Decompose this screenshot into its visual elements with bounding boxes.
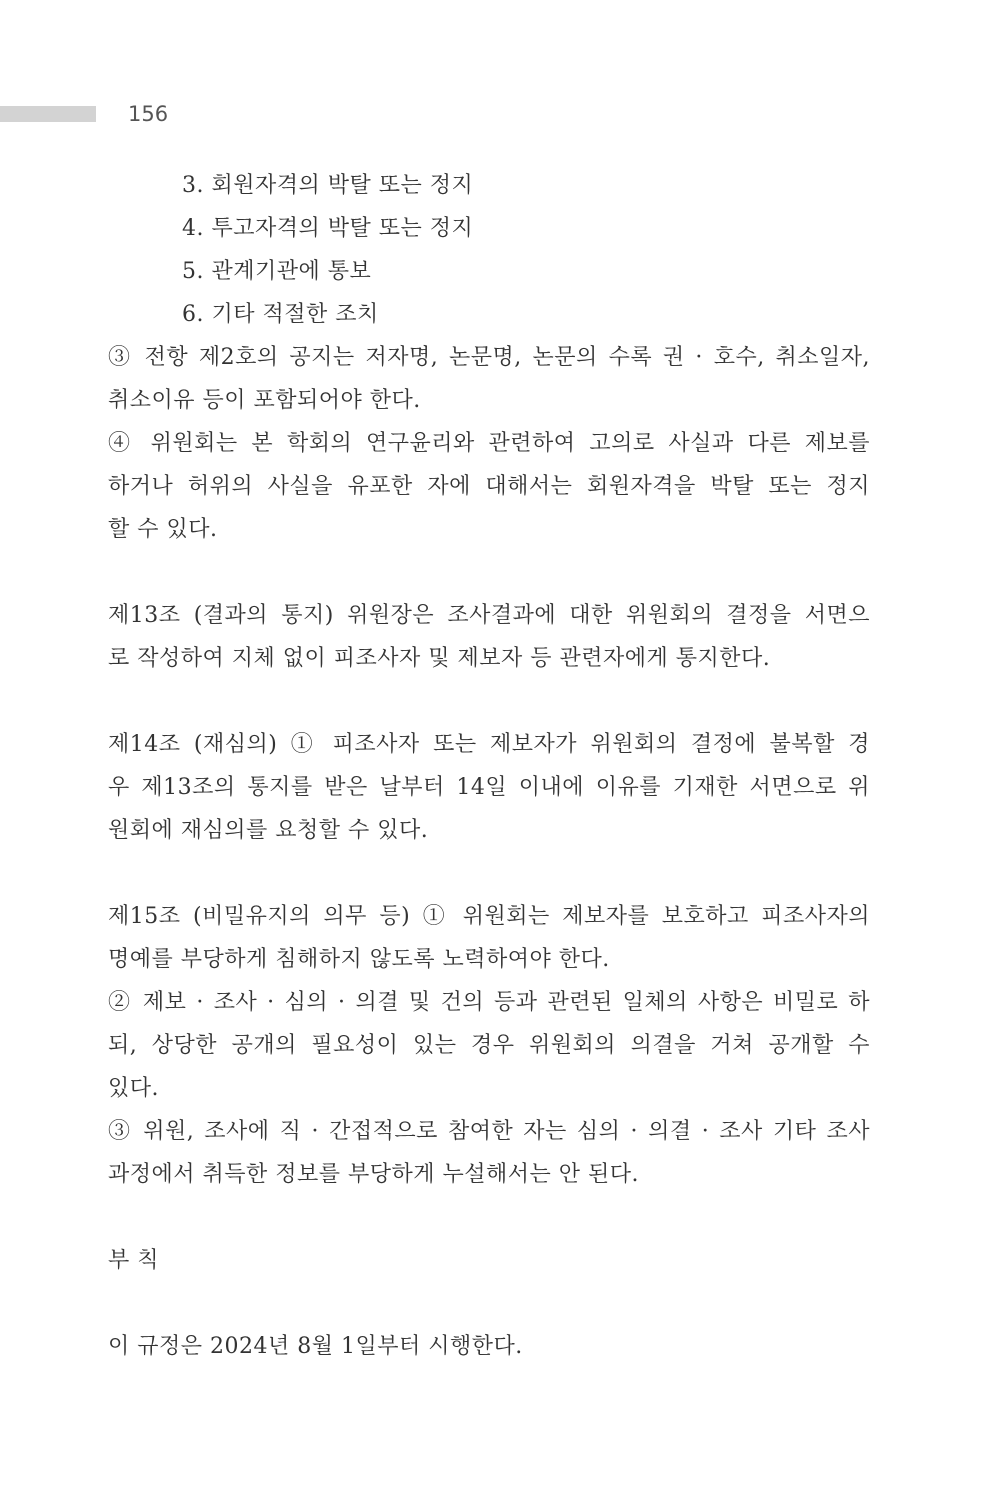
list-item: 5. 관계기관에 통보 (182, 259, 372, 284)
list-item: 4. 투고자격의 박탈 또는 정지 (182, 216, 474, 241)
supplementary-text: 이 규정은 2024년 8월 1일부터 시행한다. (108, 1334, 523, 1359)
page-number: 156 (128, 102, 169, 126)
article-15-line: 있다. (108, 1076, 159, 1101)
supplementary-heading: 부 칙 (108, 1248, 159, 1273)
article-15-line: 되, 상당한 공개의 필요성이 있는 경우 위원회의 의결을 거쳐 공개할 수 (108, 1033, 870, 1058)
article-14-line: 우 제13조의 통지를 받은 날부터 14일 이내에 이유를 기재한 서면으로 위 (108, 775, 870, 800)
article-15-line: 명예를 부당하게 침해하지 않도록 노력하여야 한다. (108, 947, 610, 972)
article-13-line: 로 작성하여 지체 없이 피조사자 및 제보자 등 관련자에게 통지한다. (108, 646, 771, 671)
paragraph-line: ③ 전항 제2호의 공지는 저자명, 논문명, 논문의 수록 권 · 호수, 취소일자, (108, 345, 870, 370)
article-14-line: 제14조 (재심의) ① 피조사자 또는 제보자가 위원회의 결정에 불복할 경 (108, 732, 870, 757)
list-item: 6. 기타 적절한 조치 (182, 302, 379, 327)
list-item: 3. 회원자격의 박탈 또는 정지 (182, 173, 474, 198)
article-15-line: 과정에서 취득한 정보를 부당하게 누설해서는 안 된다. (108, 1162, 639, 1187)
page-header-bar (0, 106, 96, 122)
paragraph-line: 하거나 허위의 사실을 유포한 자에 대해서는 회원자격을 박탈 또는 정지 (108, 474, 870, 499)
article-13-line: 제13조 (결과의 통지) 위원장은 조사결과에 대한 위원회의 결정을 서면으 (108, 603, 870, 628)
article-14-line: 원회에 재심의를 요청할 수 있다. (108, 818, 429, 843)
paragraph-line: 취소이유 등이 포함되어야 한다. (108, 388, 421, 413)
article-15-line: ③ 위원, 조사에 직 · 간접적으로 참여한 자는 심의 · 의결 · 조사 기타 조사 (108, 1119, 870, 1144)
article-15-line: ② 제보 · 조사 · 심의 · 의결 및 건의 등과 관련된 일체의 사항은 비밀로 하 (108, 990, 870, 1015)
document-body (108, 164, 870, 1368)
paragraph-line: 할 수 있다. (108, 517, 218, 542)
article-15-line: 제15조 (비밀유지의 의무 등) ① 위원회는 제보자를 보호하고 피조사자의 (108, 904, 870, 929)
paragraph-line: ④ 위원회는 본 학회의 연구윤리와 관련하여 고의로 사실과 다른 제보를 (108, 431, 870, 456)
